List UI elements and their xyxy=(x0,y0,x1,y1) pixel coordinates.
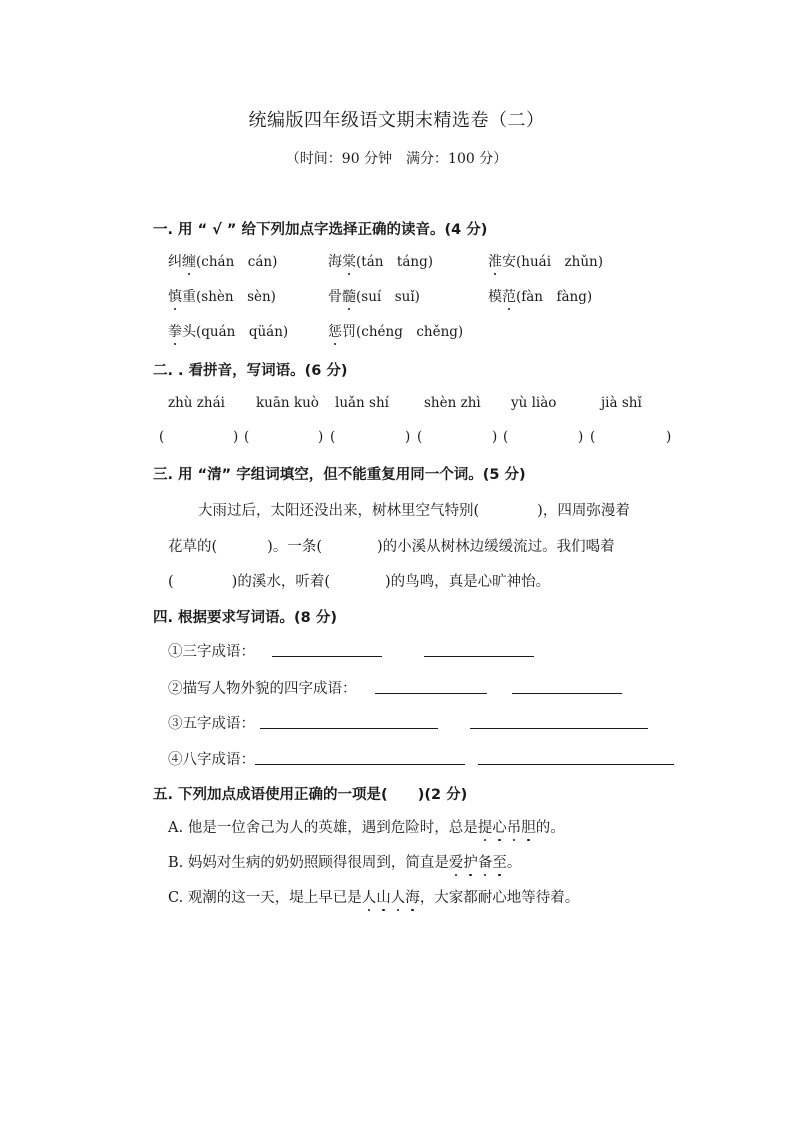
pinyin-options: (quán qüán) xyxy=(196,324,289,340)
answer-close: ) xyxy=(492,429,498,445)
idiom-answer-line[interactable] xyxy=(272,642,382,657)
choice-option-b[interactable] xyxy=(168,851,521,872)
pronunciation-item[interactable] xyxy=(328,320,463,341)
pronunciation-item[interactable] xyxy=(488,250,603,271)
passage-line-1 xyxy=(198,499,630,520)
dotted-char: 爱 xyxy=(449,851,464,872)
dotted-char: 山 xyxy=(376,886,391,907)
passage-text: )的鸟鸣，真是心旷神怡。 xyxy=(385,574,551,590)
option-text: 。 xyxy=(506,855,522,871)
pinyin-prompt: kuān kuò xyxy=(256,395,319,411)
pinyin-options: (huái zhǔn) xyxy=(516,254,603,270)
char: 重 xyxy=(182,289,196,305)
passage-line-3 xyxy=(168,570,550,591)
passage-text: )的溪水，听着( xyxy=(231,574,330,590)
dotted-char: 胆 xyxy=(521,816,536,837)
choice-option-c[interactable] xyxy=(168,886,579,907)
answer-blank-6[interactable] xyxy=(602,426,666,446)
passage-text: )的小溪从树林边缓缓流过。我们喝着 xyxy=(377,539,615,555)
char: 头 xyxy=(182,324,196,340)
answer-close: ) xyxy=(666,429,672,445)
answer-close: ) xyxy=(405,429,411,445)
dotted-char: 备 xyxy=(478,851,493,872)
idiom-label-3: ③五字成语： xyxy=(168,716,255,732)
idiom-label-2: ②描写人物外貌的四字成语： xyxy=(168,681,357,697)
dotted-char: 护 xyxy=(463,851,478,872)
option-text: C. 观潮的这一天，堤上早已是 xyxy=(168,890,362,906)
answer-open: ( xyxy=(503,429,509,445)
option-text: A. 他是一位舍己为人的英雄，遇到危险时，总是 xyxy=(168,820,478,836)
pronunciation-item[interactable] xyxy=(168,320,288,341)
option-text: B. 妈妈对生病的奶奶照顾得很周到，简直是 xyxy=(168,855,449,871)
passage-text: )。一条( xyxy=(267,539,322,555)
passage-text: )，四周弥漫着 xyxy=(537,503,630,519)
dotted-char: 拳 xyxy=(168,321,182,341)
pinyin-options: (tán táng) xyxy=(356,254,434,270)
char: 模 xyxy=(488,289,502,305)
idiom-answer-line[interactable] xyxy=(424,642,534,657)
dotted-char: 吊 xyxy=(507,816,522,837)
pinyin-options: (chán cán) xyxy=(196,254,278,270)
idiom-answer-line[interactable] xyxy=(478,750,674,765)
dotted-char: 缠 xyxy=(182,251,196,271)
dotted-char: 范 xyxy=(502,286,516,306)
pinyin-prompt: shèn zhì xyxy=(424,395,481,411)
idiom-label-4: ④八字成语： xyxy=(168,752,255,768)
answer-blank-5[interactable] xyxy=(515,426,579,446)
answer-close: ) xyxy=(578,429,584,445)
heading-text: 五. 下列加点成语使用正确的一项是( xyxy=(153,787,388,803)
dotted-char: 淮 xyxy=(488,251,502,271)
dotted-char: 惩 xyxy=(328,321,342,341)
char: 海 xyxy=(328,254,342,270)
dotted-char: 棠 xyxy=(342,251,356,271)
idiom-answer-line[interactable] xyxy=(375,679,487,694)
idiom-label-1: ①三字成语： xyxy=(168,644,255,660)
passage-text: ( xyxy=(168,574,174,590)
dotted-char: 至 xyxy=(492,851,507,872)
dotted-char: 人 xyxy=(391,886,406,907)
pinyin-prompt: jià shǐ xyxy=(601,395,642,411)
pronunciation-item[interactable] xyxy=(328,250,433,271)
answer-open: ( xyxy=(159,429,165,445)
char: 纠 xyxy=(168,254,182,270)
idiom-answer-line[interactable] xyxy=(255,750,465,765)
pronunciation-item[interactable] xyxy=(328,285,420,306)
pinyin-prompt: yù liào xyxy=(511,395,557,411)
answer-blank-4[interactable] xyxy=(429,426,493,446)
answer-close: ) xyxy=(318,429,324,445)
section3-heading: 三. 用 “清” 字组词填空，但不能重复用同一个词。(5 分) xyxy=(153,467,526,483)
option-text: 的。 xyxy=(535,820,565,836)
pronunciation-item[interactable] xyxy=(488,285,592,306)
answer-blank-1[interactable] xyxy=(172,426,239,446)
dotted-char: 慎 xyxy=(168,286,182,306)
pronunciation-item[interactable] xyxy=(168,285,276,306)
pinyin-options: (shèn sèn) xyxy=(196,289,276,305)
dotted-char: 提 xyxy=(478,816,493,837)
pinyin-options: (suí suǐ) xyxy=(356,289,420,305)
idiom-answer-line[interactable] xyxy=(470,714,648,729)
answer-open: ( xyxy=(244,429,250,445)
dotted-char: 海 xyxy=(405,886,420,907)
pinyin-options: (chéng chěng) xyxy=(356,324,464,340)
idiom-answer-line[interactable] xyxy=(512,679,622,694)
answer-open: ( xyxy=(417,429,423,445)
idiom-answer-line[interactable] xyxy=(260,714,438,729)
section2-heading: 二. . 看拼音，写词语。(6 分) xyxy=(153,363,348,379)
dotted-char: 髓 xyxy=(342,286,356,306)
choice-option-a[interactable] xyxy=(168,816,565,837)
passage-line-2 xyxy=(168,535,615,556)
dotted-char: 心 xyxy=(492,816,507,837)
section5-heading xyxy=(153,783,467,804)
exam-title: 统编版四年级语文期末精选卷（二） xyxy=(248,110,545,131)
answer-open: ( xyxy=(330,429,336,445)
dotted-char: 人 xyxy=(362,886,377,907)
passage-text: 花草的( xyxy=(168,539,218,555)
char: 安 xyxy=(502,254,516,270)
char: 罚 xyxy=(342,324,356,340)
pinyin-prompt: zhù zhái xyxy=(168,395,225,411)
pinyin-prompt: luǎn shí xyxy=(335,395,389,411)
exam-subtitle: （时间：90 分钟 满分：100 分） xyxy=(285,151,508,167)
answer-blank-2[interactable] xyxy=(256,426,320,446)
answer-blank-3[interactable] xyxy=(342,426,406,446)
section4-heading: 四. 根据要求写词语。(8 分) xyxy=(153,610,337,626)
answer-close: ) xyxy=(233,429,239,445)
answer-open: ( xyxy=(590,429,596,445)
section1-heading: 一. 用 “ √ ” 给下列加点字选择正确的读音。(4 分) xyxy=(153,222,488,238)
char: 骨 xyxy=(328,289,342,305)
pinyin-options: (fàn fàng) xyxy=(516,289,593,305)
passage-text: 大雨过后，太阳还没出来，树林里空气特别( xyxy=(198,503,480,519)
option-text: ，大家都耐心地等待着。 xyxy=(419,890,580,906)
pronunciation-item[interactable] xyxy=(168,250,277,271)
heading-text: )(2 分) xyxy=(417,787,468,803)
